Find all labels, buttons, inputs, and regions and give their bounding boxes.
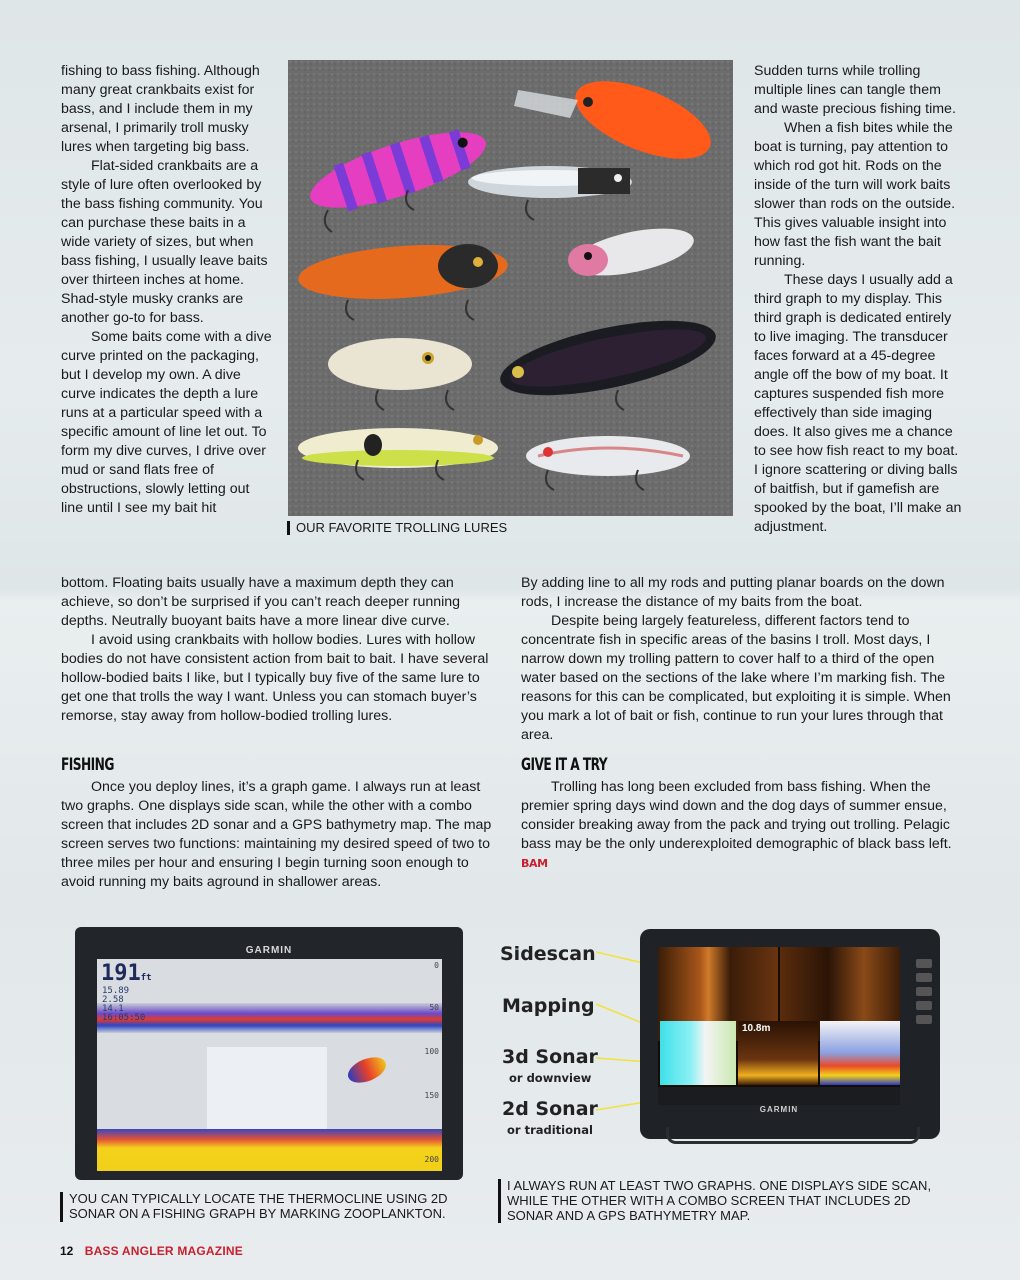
lure-silver: [468, 166, 632, 198]
page-number: 12: [60, 1244, 74, 1258]
paragraph-text: Trolling has long been excluded from bass fishing. When the premier spring days wind down and the dog days of summer ensue, consider breaking away from the pack and trying out trolling. Pelagic bass may be the only underexploited demographic of black bass left.: [521, 779, 952, 852]
unit-button: [916, 973, 932, 982]
readout: 14.1: [102, 1004, 124, 1014]
article-col1-top: [61, 62, 273, 518]
paragraph: Despite being largely featureless, different factors tend to concentrate fish in specific areas of the basins I troll. Most days, I narrow down my trolling pattern to cover half to a third of the open water based on the sections of the lake where I’m marking fish. The reasons for this can be complicated, but exploiting it is simple. When you mark a lot of bait or fish, continue to run your lures through that area.: [521, 613, 951, 743]
readout: 16:05:50: [102, 1013, 146, 1023]
article-right-mid: [521, 574, 961, 745]
combo-screen: [658, 947, 900, 1105]
button-column: [916, 959, 932, 1049]
depth-value: 191: [101, 961, 141, 986]
article-left-mid: [61, 574, 497, 726]
combo-depth: 10.8m: [742, 1023, 771, 1034]
caption-text: I ALWAYS RUN AT LEAST TWO GRAPHS. ONE DISPLAYS SIDE SCAN, WHILE THE OTHER WITH A COMBO SCREEN THAT INCLUDES 2D SONAR AND A GPS BATHYMETRY MAP.: [507, 1178, 932, 1223]
unit-button: [916, 1015, 932, 1024]
garmin-brand-2: GARMIN: [759, 1105, 799, 1114]
article-give-it-a-try: [521, 778, 961, 873]
bottom-band: [97, 1129, 442, 1171]
label-3d-sonar: 3d Sonar: [502, 1046, 598, 1068]
traditional-pane: [820, 1021, 900, 1085]
scale-label: 200: [424, 1155, 439, 1164]
caption-bar: [498, 1179, 501, 1223]
label-2d-sonar: 2d Sonar: [502, 1098, 598, 1120]
scale-label: 150: [424, 1091, 439, 1100]
scale-label: 50: [429, 1003, 439, 1012]
scale-label: 0: [434, 961, 439, 970]
paragraph: bottom. Floating baits usually have a maximum depth they can achieve, so don’t be surprised if you can’t reach deeper running depths. Neutrally buoyant baits have a more linear dive curve.: [61, 575, 461, 629]
caption-text: OUR FAVORITE TROLLING LURES: [296, 520, 508, 535]
sonar-caption: [60, 1191, 480, 1221]
scale-label: 100: [424, 1047, 439, 1056]
map-pane: [660, 1021, 736, 1085]
page-footer: [60, 1244, 243, 1258]
paragraph: [521, 778, 961, 873]
garmin-combo-photo: [640, 929, 940, 1139]
paragraph: Once you deploy lines, it’s a graph game. I always run at least two graphs. One displays side scan, while the other with a combo screen that includes 2D sonar and a GPS bathymetry map. The map screen serves two functions: maintaining my desired speed of two to three miles per hour and ensuring I begin turning soon enough to avoid running my baits aground in shallower areas.: [61, 779, 492, 890]
lure-pearl: [328, 338, 472, 390]
caption-bar: [60, 1192, 63, 1222]
paragraph: Sudden turns while trolling multiple lines can tangle them and waste precious fishing time.: [754, 63, 956, 117]
label-2d-sonar-sub: or traditional: [507, 1123, 593, 1137]
label-sidescan: Sidescan: [500, 943, 596, 965]
lure-white-red: [526, 436, 690, 476]
garmin-brand: GARMIN: [245, 945, 293, 956]
depth-readout: [101, 961, 152, 986]
readout: 15.89: [102, 986, 130, 996]
magazine-name: BASS ANGLER MAGAZINE: [84, 1244, 243, 1258]
heading-fishing: FISHING: [61, 755, 114, 775]
unit-button: [916, 1001, 932, 1010]
unit-button: [916, 987, 932, 996]
article-fishing: [61, 778, 501, 892]
label-mapping: Mapping: [502, 995, 595, 1017]
lures-caption: [287, 520, 587, 535]
garmin-sonar-photo: [75, 927, 463, 1180]
unit-button: [916, 959, 932, 968]
paragraph: These days I usually add a third graph to my display. This third graph is dedicated entirely to live imaging. The transducer faces forward at a 45-degree angle off the bow of my boat. It captures suspended fish more effectively than side imaging does. It also gives me a chance to see how fish react to my boat. I ignore scattering or diving balls of baitfish, but if gamefish are spooked by the boat, I’ll make an adjustment.: [754, 272, 962, 535]
paragraph: By adding line to all my rods and putting planar boards on the down rods, I increase the distance of my baits from the boat.: [521, 575, 945, 610]
end-mark: BAM: [521, 857, 548, 870]
paragraph: Some baits come with a dive curve printed on the packaging, but I develop my own. A dive curve indicates the depth a lure runs at a particular speed with a specific amount of line let out. To form my dive curves, I drive over mud or sand flats free of obstructions, slowly letting out line until I see my bait hit: [61, 329, 272, 516]
caption-bar: [287, 521, 290, 535]
article-col3-top: [754, 62, 962, 537]
readouts: [102, 987, 145, 1023]
caption-text: YOU CAN TYPICALLY LOCATE THE THERMOCLINE USING 2D SONAR ON A FISHING GRAPH BY MARKING ZOOPLANKTON.: [69, 1191, 448, 1221]
lure-chartreuse: [298, 428, 498, 468]
heading-give-it-a-try: GIVE IT A TRY: [521, 755, 608, 775]
noise-band: [97, 1003, 442, 1033]
fish-arch: [344, 1052, 389, 1087]
combo-toolbar: [658, 1087, 900, 1105]
mount-stand: [666, 1127, 920, 1144]
paragraph: When a fish bites while the boat is turning, pay attention to which rod got hit. Rods on the inside of the turn will work baits slower than rods on the outside. This gives valuable insight into how fast the fish want the bait running.: [754, 120, 956, 269]
readout: 2.58: [102, 995, 124, 1005]
paragraph: I avoid using crankbaits with hollow bodies. Lures with hollow bodies do not have consistent action from bait to bait. I have several hollow-bodied baits I like, but I typically buy five of the same lure to get one that trolls the way I want. Unless you can stomach buyer’s remorse, stay away from hollow-bodied trolling lures.: [61, 632, 489, 724]
downview-pane: [738, 1021, 818, 1085]
thermocline-box: [207, 1047, 327, 1129]
sonar-screen: [97, 959, 442, 1171]
lures-photo: [288, 60, 733, 516]
lures-illustration: [288, 60, 733, 516]
paragraph: Flat-sided crankbaits are a style of lure often overlooked by the bass fishing community. You can purchase these baits in a wide variety of sizes, but when bass fishing, I usually leave baits over thirteen inches at home. Shad-style musky cranks are another go-to for bass.: [61, 158, 268, 326]
combo-caption: [498, 1178, 958, 1223]
depth-unit: ft: [140, 973, 152, 983]
label-3d-sonar-sub: or downview: [509, 1071, 592, 1085]
depth-scale: [417, 959, 439, 1171]
paragraph: fishing to bass fishing. Although many great crankbaits exist for bass, and I include them in my arsenal, I primarily troll musky lures when targeting big bass.: [61, 63, 260, 155]
